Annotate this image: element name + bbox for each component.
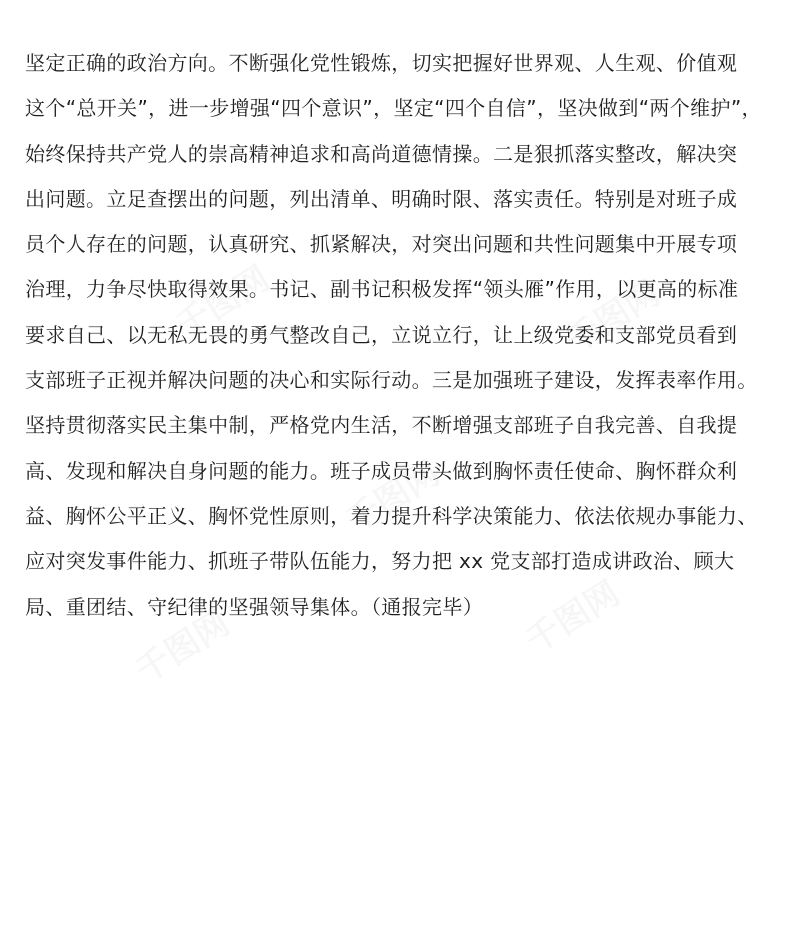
text-line: 始终保持共产党人的崇高精神追求和高尚道德情操。二是狠抓落实整改，解决突 [25, 141, 738, 166]
text-line: 坚定正确的政治方向。不断强化党性锻炼，切实把握好世界观、人生观、价值观 [25, 51, 738, 75]
text-line: 局、重团结、守纪律的坚强领导集体。（通报完毕） [25, 594, 484, 619]
text-line: 出问题。立足查摆出的问题，列出清单、明确时限、落实责任。特别是对班子成 [25, 186, 738, 211]
text-line: 坚持贯彻落实民主集中制，严格党内生活，不断增强支部班子自我完善、自我提 [25, 413, 738, 438]
text-line: 应对突发事件能力、抓班子带队伍能力，努力把 xx 党支部打造成讲政治、顾大 [25, 549, 735, 574]
text-line: 治理，力争尽快取得效果。书记、副书记积极发挥“领头雁”作用，以更高的标准 [25, 277, 739, 302]
text-line: 高、发现和解决自身问题的能力。班子成员带头做到胸怀责任使命、胸怀群众利 [25, 458, 738, 483]
text-line: 这个“总开关”，进一步增强“四个意识”，坚定“四个自信”，坚决做到“两个维护”， [25, 96, 762, 121]
text-line: 要求自己、以无私无畏的勇气整改自己，立说立行，让上级党委和支部党员看到 [25, 322, 738, 347]
text-line: 益、胸怀公平正义、胸怀党性原则，着力提升科学决策能力、依法依规办事能力、 [25, 503, 758, 528]
text-line: 支部班子正视并解决问题的决心和实际行动。三是加强班子建设，发挥表率作用。 [25, 368, 758, 393]
document-body [25, 41, 785, 630]
text-line: 员个人存在的问题，认真研究、抓紧解决，对突出问题和共性问题集中开展专项 [25, 232, 738, 257]
